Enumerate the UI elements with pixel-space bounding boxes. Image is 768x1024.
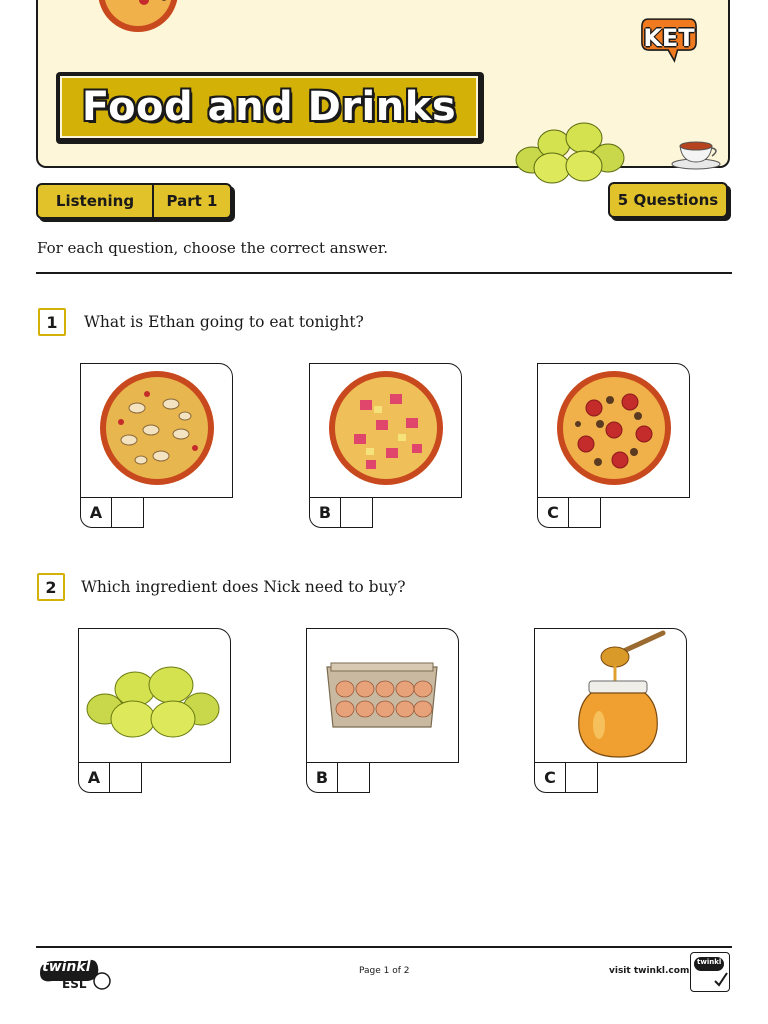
lemons-decoration-icon bbox=[512, 120, 632, 186]
visit-link[interactable]: visit twinkl.com bbox=[609, 966, 690, 976]
divider bbox=[36, 272, 732, 274]
page-number: Page 1 of 2 bbox=[359, 966, 410, 976]
answer-box-b[interactable] bbox=[338, 763, 370, 793]
option-letter-c: C bbox=[537, 498, 569, 528]
questions-count-badge bbox=[608, 182, 728, 218]
honey-jar-icon bbox=[535, 629, 685, 761]
question-text: What is Ethan going to eat tonight? bbox=[84, 313, 364, 331]
pepperoni-pizza-icon bbox=[538, 364, 688, 496]
questions-count-label: 5 Questions bbox=[617, 191, 719, 209]
option-card-b[interactable] bbox=[306, 628, 459, 763]
answer-box-c[interactable] bbox=[569, 498, 601, 528]
pizza-decoration-icon bbox=[94, 0, 184, 32]
answer-box-b[interactable] bbox=[341, 498, 373, 528]
option-card-a[interactable] bbox=[78, 628, 231, 763]
lemons-icon bbox=[79, 629, 229, 761]
seal-text: twinkl bbox=[697, 958, 722, 966]
mushroom-pizza-icon bbox=[81, 364, 231, 496]
quality-seal bbox=[690, 952, 730, 992]
answer-box-a[interactable] bbox=[112, 498, 144, 528]
option-letter-c: C bbox=[534, 763, 566, 793]
logo-sub: ESL bbox=[62, 977, 87, 991]
option-card-c[interactable] bbox=[537, 363, 690, 498]
question-text: Which ingredient does Nick need to buy? bbox=[81, 578, 406, 596]
title-panel bbox=[60, 76, 478, 138]
footer-divider bbox=[36, 946, 732, 948]
tab-part-label: Part 1 bbox=[166, 192, 218, 210]
logo-text: twinkl bbox=[42, 959, 91, 975]
page-title: Food and Drinks bbox=[81, 84, 457, 130]
egg-carton-icon bbox=[307, 629, 457, 761]
tab-part bbox=[154, 183, 232, 219]
answer-box-a[interactable] bbox=[110, 763, 142, 793]
question-number: 1 bbox=[38, 308, 66, 336]
option-letter-b: B bbox=[309, 498, 341, 528]
tab-listening-label: Listening bbox=[55, 192, 135, 210]
ket-badge-label: KET bbox=[643, 24, 695, 52]
option-card-a[interactable] bbox=[80, 363, 233, 498]
option-letter-a: A bbox=[78, 763, 110, 793]
option-letter-a: A bbox=[80, 498, 112, 528]
option-card-b[interactable] bbox=[309, 363, 462, 498]
twinkl-esl-logo bbox=[36, 955, 116, 995]
question-number: 2 bbox=[37, 573, 65, 601]
instruction-text: For each question, choose the correct answer. bbox=[37, 239, 389, 257]
option-letter-b: B bbox=[306, 763, 338, 793]
answer-box-c[interactable] bbox=[566, 763, 598, 793]
teacup-decoration-icon bbox=[668, 138, 724, 172]
tab-listening bbox=[36, 183, 154, 219]
option-card-c[interactable] bbox=[534, 628, 687, 763]
ham-pineapple-pizza-icon bbox=[310, 364, 460, 496]
